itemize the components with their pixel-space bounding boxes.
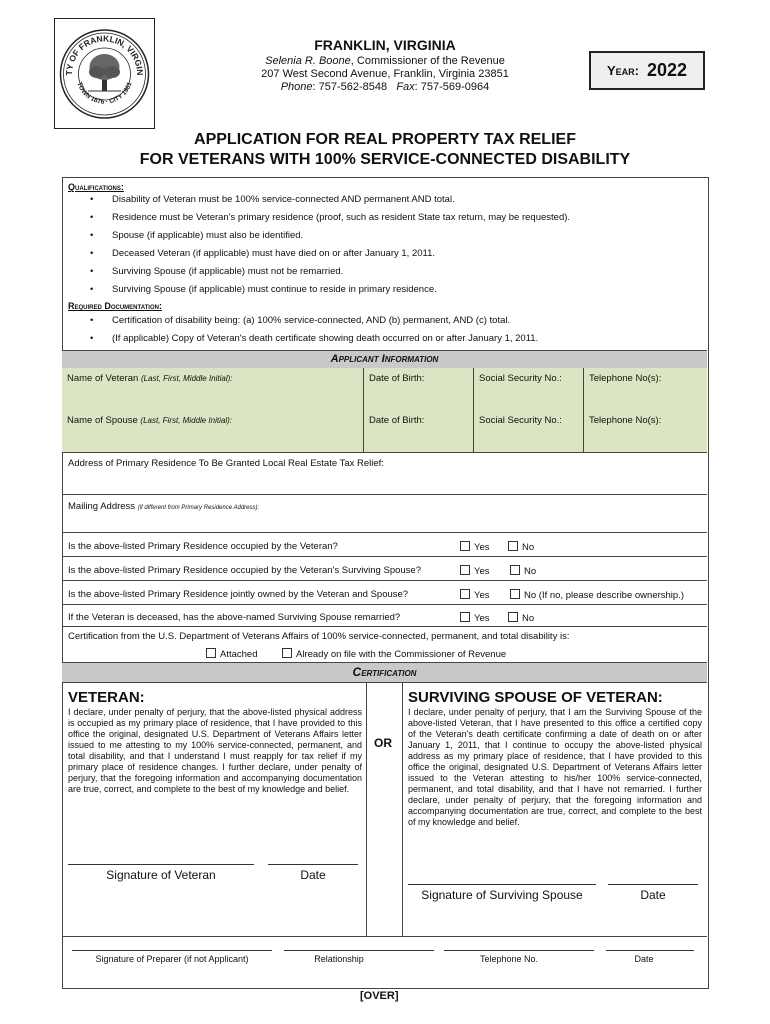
qualification-item: • Deceased Veteran (if applicable) must have died on or after January 1, 2011. — [90, 248, 436, 259]
or-label: OR — [374, 736, 392, 750]
question-text: Is the above-listed Primary Residence occupied by the Veteran? — [68, 541, 338, 552]
mailing-address-hint: (if different from Primary Residence Address): — [137, 505, 260, 511]
mailing-address-label: Mailing Address — [68, 501, 136, 512]
preparer-signature-line[interactable] — [72, 950, 272, 951]
commissioner-line — [230, 55, 540, 67]
veteran-signature-line[interactable] — [68, 864, 254, 865]
dob-label: Date of Birth: — [369, 415, 425, 426]
veteran-name-field[interactable] — [62, 368, 364, 410]
veteran-phone-field[interactable] — [584, 368, 707, 410]
veteran-cert-heading: VETERAN: — [68, 689, 145, 706]
spouse-info-row — [62, 410, 707, 453]
spouse-date-label: Date — [640, 888, 666, 902]
spouse-signature-label: Signature of Surviving Spouse — [421, 888, 583, 902]
spouse-name-hint: (Last, First, Middle Initial): — [140, 416, 232, 425]
year-box — [589, 51, 705, 90]
veteran-dob-field[interactable] — [364, 368, 474, 410]
over-footer: [OVER] — [360, 990, 399, 1002]
veteran-name-hint: (Last, First, Middle Initial): — [140, 374, 233, 383]
certification-heading: Certification — [62, 662, 707, 683]
ssn-label: Social Security No.: — [479, 415, 562, 426]
question-yes-checkbox[interactable]: Yes — [460, 541, 490, 553]
question-row — [62, 557, 707, 581]
phone-label: Telephone No(s): — [589, 415, 662, 426]
question-no-checkbox[interactable]: No — [510, 565, 536, 577]
preparer-date-line[interactable] — [606, 950, 694, 951]
spouse-declaration: I declare, under penalty of perjury, that I am the Surviving Spouse of the above-listed Veteran, that I have presented to this office a certified copy of the Veteran's death certificate confirming a date of death on or after January 1, 2011, that I continue to occupy the above-listed physical address as my primary place of residence, that I have provided to this office the original, designated U.S. Department of Veterans Affairs letter issued to the Veteran attesting to his/her 100% service-connected, permanent, and total disability, and that I have not remarried. I further declare, under penalty of perjury, that the foregoing information and accompanying documentation are true, correct, and complete to the best of my knowledge and belief. — [408, 707, 702, 827]
question-yes-checkbox[interactable]: Yes — [460, 589, 490, 601]
veteran-date-label: Date — [300, 868, 326, 882]
preparer-signature-label: Signature of Preparer (if not Applicant) — [95, 954, 249, 964]
veteran-date-line[interactable] — [268, 864, 358, 865]
spouse-ssn-field[interactable] — [474, 410, 584, 452]
seal-top-text: TY OF FRANKLIN, VIRGIN — [63, 33, 146, 76]
preparer-phone-line[interactable] — [444, 950, 594, 951]
seal-emblem-icon — [55, 19, 154, 128]
preparer-relationship-line[interactable] — [284, 950, 434, 951]
city-seal — [54, 18, 155, 129]
veteran-name-label: Name of Veteran — [67, 373, 139, 384]
veteran-signature-label: Signature of Veteran — [106, 868, 216, 882]
question-yes-checkbox[interactable]: Yes — [460, 565, 490, 577]
form-title-line2: FOR VETERANS WITH 100% SERVICE-CONNECTED DISABILITY — [139, 151, 631, 168]
cert-divider-left — [366, 682, 367, 936]
va-on-file-checkbox[interactable]: Already on file with the Commissioner of Revenue — [282, 648, 506, 660]
residence-address-label: Address of Primary Residence To Be Granted Local Real Estate Tax Relief: — [68, 458, 384, 469]
spouse-dob-field[interactable] — [364, 410, 474, 452]
va-attached-checkbox[interactable]: Attached — [206, 648, 258, 660]
year-value: 2022 — [646, 60, 688, 80]
question-yes-checkbox[interactable]: Yes — [460, 612, 490, 624]
commissioner-title: , Commissioner of the Revenue — [350, 55, 505, 67]
spouse-signature-line[interactable] — [408, 884, 596, 885]
city-name: FRANKLIN, VIRGINIA — [314, 37, 456, 53]
fax-label: Fax — [396, 81, 415, 93]
question-row — [62, 581, 707, 605]
qualification-item: • Disability of Veteran must be 100% service-connected AND permanent AND total. — [90, 194, 455, 205]
phone-label: Phone — [280, 81, 313, 93]
fax-number: : 757-569-0964 — [414, 81, 490, 93]
va-cert-text: Certification from the U.S. Department of Veterans Affairs of 100% service-connected, permanent, and total disability is: — [68, 631, 570, 642]
preparer-date-label: Date — [634, 954, 654, 964]
mailing-address-field[interactable] — [62, 495, 707, 533]
spouse-cert-heading: SURVIVING SPOUSE OF VETERAN: — [408, 689, 663, 706]
phone-label: Telephone No(s): — [589, 373, 662, 384]
contact-line — [230, 81, 540, 93]
question-row — [62, 605, 707, 627]
dob-label: Date of Birth: — [369, 373, 425, 384]
documentation-item: • (If applicable) Copy of Veteran's death certificate showing death occurred on or after January 1, 2011. — [90, 333, 539, 344]
documentation-item: • Certification of disability being: (a) 100% service-connected, AND (b) permanent, AND (c) total. — [90, 315, 511, 326]
seal-bottom-text: TOWN 1876 · CITY 1961 — [75, 81, 134, 106]
ssn-label: Social Security No.: — [479, 373, 562, 384]
preparer-relationship-label: Relationship — [314, 954, 364, 964]
phone-number: : 757-562-8548 — [312, 81, 388, 93]
question-row — [62, 533, 707, 557]
preparer-phone-label: Telephone No. — [479, 954, 539, 964]
veteran-declaration: I declare, under penalty of perjury, that the above-listed physical address is occupied as my primary place of residence, that I have provided to this office the original, designated U.S. Department of Veterans Affairs letter issued to me attesting to my 100% service-connected, permanent, and total disability, and that I understand I must reapply for tax relief if my primary place of residence changes. I further declare, under penalty of perjury, that the foregoing information and accompanying documentation are true, correct, and complete to the best of my knowledge and belief. — [68, 707, 362, 794]
commissioner-name: Selenia R. Boone — [265, 55, 351, 67]
question-no-checkbox[interactable]: No (If no, please describe ownership.) — [510, 589, 684, 601]
question-no-checkbox[interactable]: No — [508, 612, 534, 624]
question-text: If the Veteran is deceased, has the above-named Surviving Spouse remarried? — [68, 612, 401, 623]
qualification-item: • Surviving Spouse (if applicable) must not be remarried. — [90, 266, 344, 277]
residence-address-field[interactable] — [62, 452, 707, 495]
qualifications-heading: Qualifications: — [68, 182, 124, 192]
applicant-info-heading: Applicant Information — [62, 350, 707, 369]
qualification-item: • Surviving Spouse (if applicable) must continue to reside in primary residence. — [90, 284, 437, 295]
form-title-line1: APPLICATION FOR REAL PROPERTY TAX RELIEF — [194, 131, 576, 148]
spouse-date-line[interactable] — [608, 884, 698, 885]
office-address: 207 West Second Avenue, Franklin, Virginia 23851 — [261, 68, 509, 80]
spouse-phone-field[interactable] — [584, 410, 707, 452]
question-text: Is the above-listed Primary Residence jointly owned by the Veteran and Spouse? — [68, 589, 409, 600]
veteran-info-row — [62, 368, 707, 411]
cert-bottom-rule — [62, 936, 707, 937]
veteran-ssn-field[interactable] — [474, 368, 584, 410]
spouse-name-field[interactable] — [62, 410, 364, 452]
documentation-heading: Required Documentation: — [68, 301, 162, 311]
qualification-item: • Spouse (if applicable) must also be identified. — [90, 230, 304, 241]
spouse-name-label: Name of Spouse — [67, 415, 138, 426]
question-no-checkbox[interactable]: No — [508, 541, 534, 553]
qualification-item: • Residence must be Veteran's primary residence (proof, such as resident State tax return, may be requested). — [90, 212, 571, 223]
cert-divider-right — [402, 682, 403, 936]
year-label: Year: — [606, 63, 639, 78]
question-text: Is the above-listed Primary Residence occupied by the Veteran's Surviving Spouse? — [68, 565, 421, 576]
